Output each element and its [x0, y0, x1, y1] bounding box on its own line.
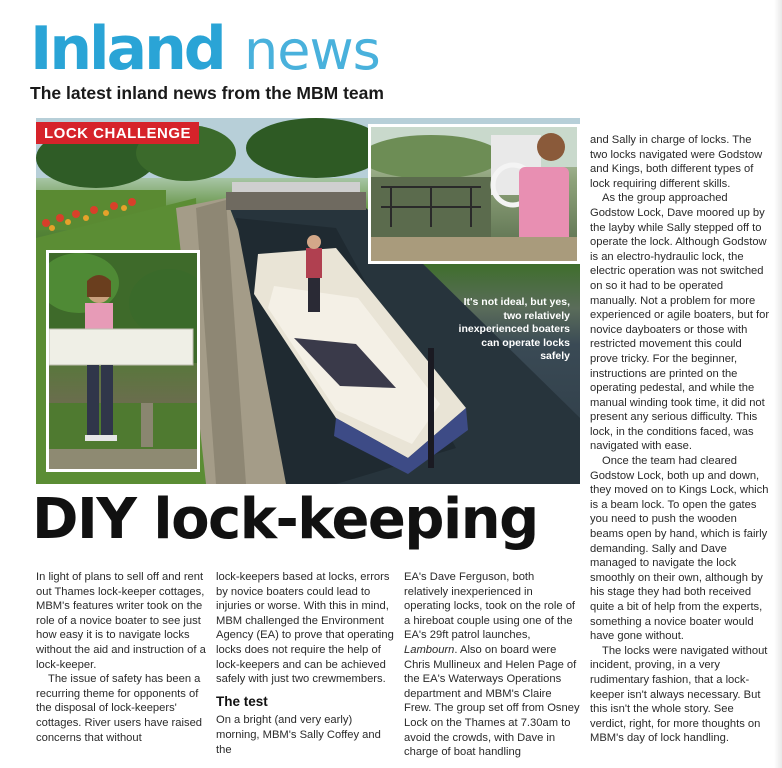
section-tag: LOCK CHALLENGE	[36, 122, 199, 144]
body-paragraph: The locks were navigated without incident, proving, in a very rudimentary fashion, that a lock-keeper isn't always necessary. But this isn't the whole story. See verdict, right, for more thoughts on MBM's day of lock handling.	[590, 644, 768, 745]
subheading: The test	[216, 693, 268, 709]
inset-photo-beam-gate	[46, 250, 200, 472]
article-headline: DIY lock-keeping	[32, 487, 538, 552]
body-paragraph: As the group approached Godstow Lock, Dave moored up by the layby while Sally stepped off to operate the lock. Although Godstow is an electro-hydraulic lock, the electric operation was not switched on so it had to be operated manually. Not a problem for more experienced or agile boaters, but for novice dayboaters or those with restricted movement this could prove tricky. For the beginner, instructions are printed on the operating pedestal, and while the manual winding took time, it did not present any serious difficulty. This lock, in the conditions faced, was navigated with ease.	[590, 192, 770, 453]
body-paragraph	[404, 570, 580, 760]
body-paragraph: In light of plans to sell off and rent out Thames lock-keeper cottages, MBM's features writer took on the role of a novice boater to see just how easy it is to navigate locks without the aid and instruction of a lock-keeper.	[36, 571, 206, 671]
body-text: EA's Dave Ferguson, both relatively inexperienced in operating locks, took on the role of a hireboat couple using one of the EA's 29ft patrol launches,	[404, 571, 576, 642]
photo-caption: It's not ideal, but yes, two relatively inexperienced boaters can operate locks safely	[458, 296, 570, 362]
lock-wheel-illustration	[371, 127, 577, 261]
body-column-4	[590, 133, 770, 746]
body-paragraph: Once the team had cleared Godstow Lock, both up and down, they moved on to Kings Lock, which is a beam lock. To open the gates you need to push the wooden beams open by hand, which is fairly demanding. Sally and Dave managed to navigate the lock smoothly on their own, although by his stage they had both received quite a bit of help from the experts, something a novice boater would have gone without.	[590, 455, 769, 643]
beam-gate-illustration	[49, 253, 197, 469]
brand-news: news	[244, 19, 380, 82]
inset-photo-lock-wheel	[368, 124, 580, 264]
body-column-2	[216, 570, 394, 757]
strapline: The latest inland news from the MBM team	[30, 83, 384, 103]
body-paragraph: On a bright (and very early) morning, MBM's Sally Coffey and the	[216, 714, 381, 756]
body-column-3	[404, 570, 580, 760]
page-edge	[774, 0, 782, 768]
body-column-1	[36, 570, 206, 745]
body-text: . Also on board were Chris Mullineux and Helen Page of the EA's Waterways Operations department and MBM's Claire Frew. The group set off from Osney Lock on the Thames at 7.30am to avoid the crowds, with Dave in charge of boat handling	[404, 643, 580, 759]
body-paragraph: The issue of safety has been a recurring theme for opponents of the disposal of lock-keepers' cottages. River users have raised concerns that without	[36, 673, 203, 744]
boat-name-italic: Lambourn	[404, 643, 455, 656]
brand-inland: Inland	[30, 14, 224, 84]
body-paragraph: and Sally in charge of locks. The two locks navigated were Godstow and Kings, both different types of lock requiring different skills.	[590, 134, 763, 190]
masthead	[26, 12, 426, 82]
body-paragraph: lock-keepers based at locks, errors by novice boaters could lead to injuries or worse. With this in mind, MBM challenged the Environment Agency (EA) to prove that operating locks does not require the help of lock-keepers and can be achieved safely with just two crewmembers.	[216, 571, 394, 686]
